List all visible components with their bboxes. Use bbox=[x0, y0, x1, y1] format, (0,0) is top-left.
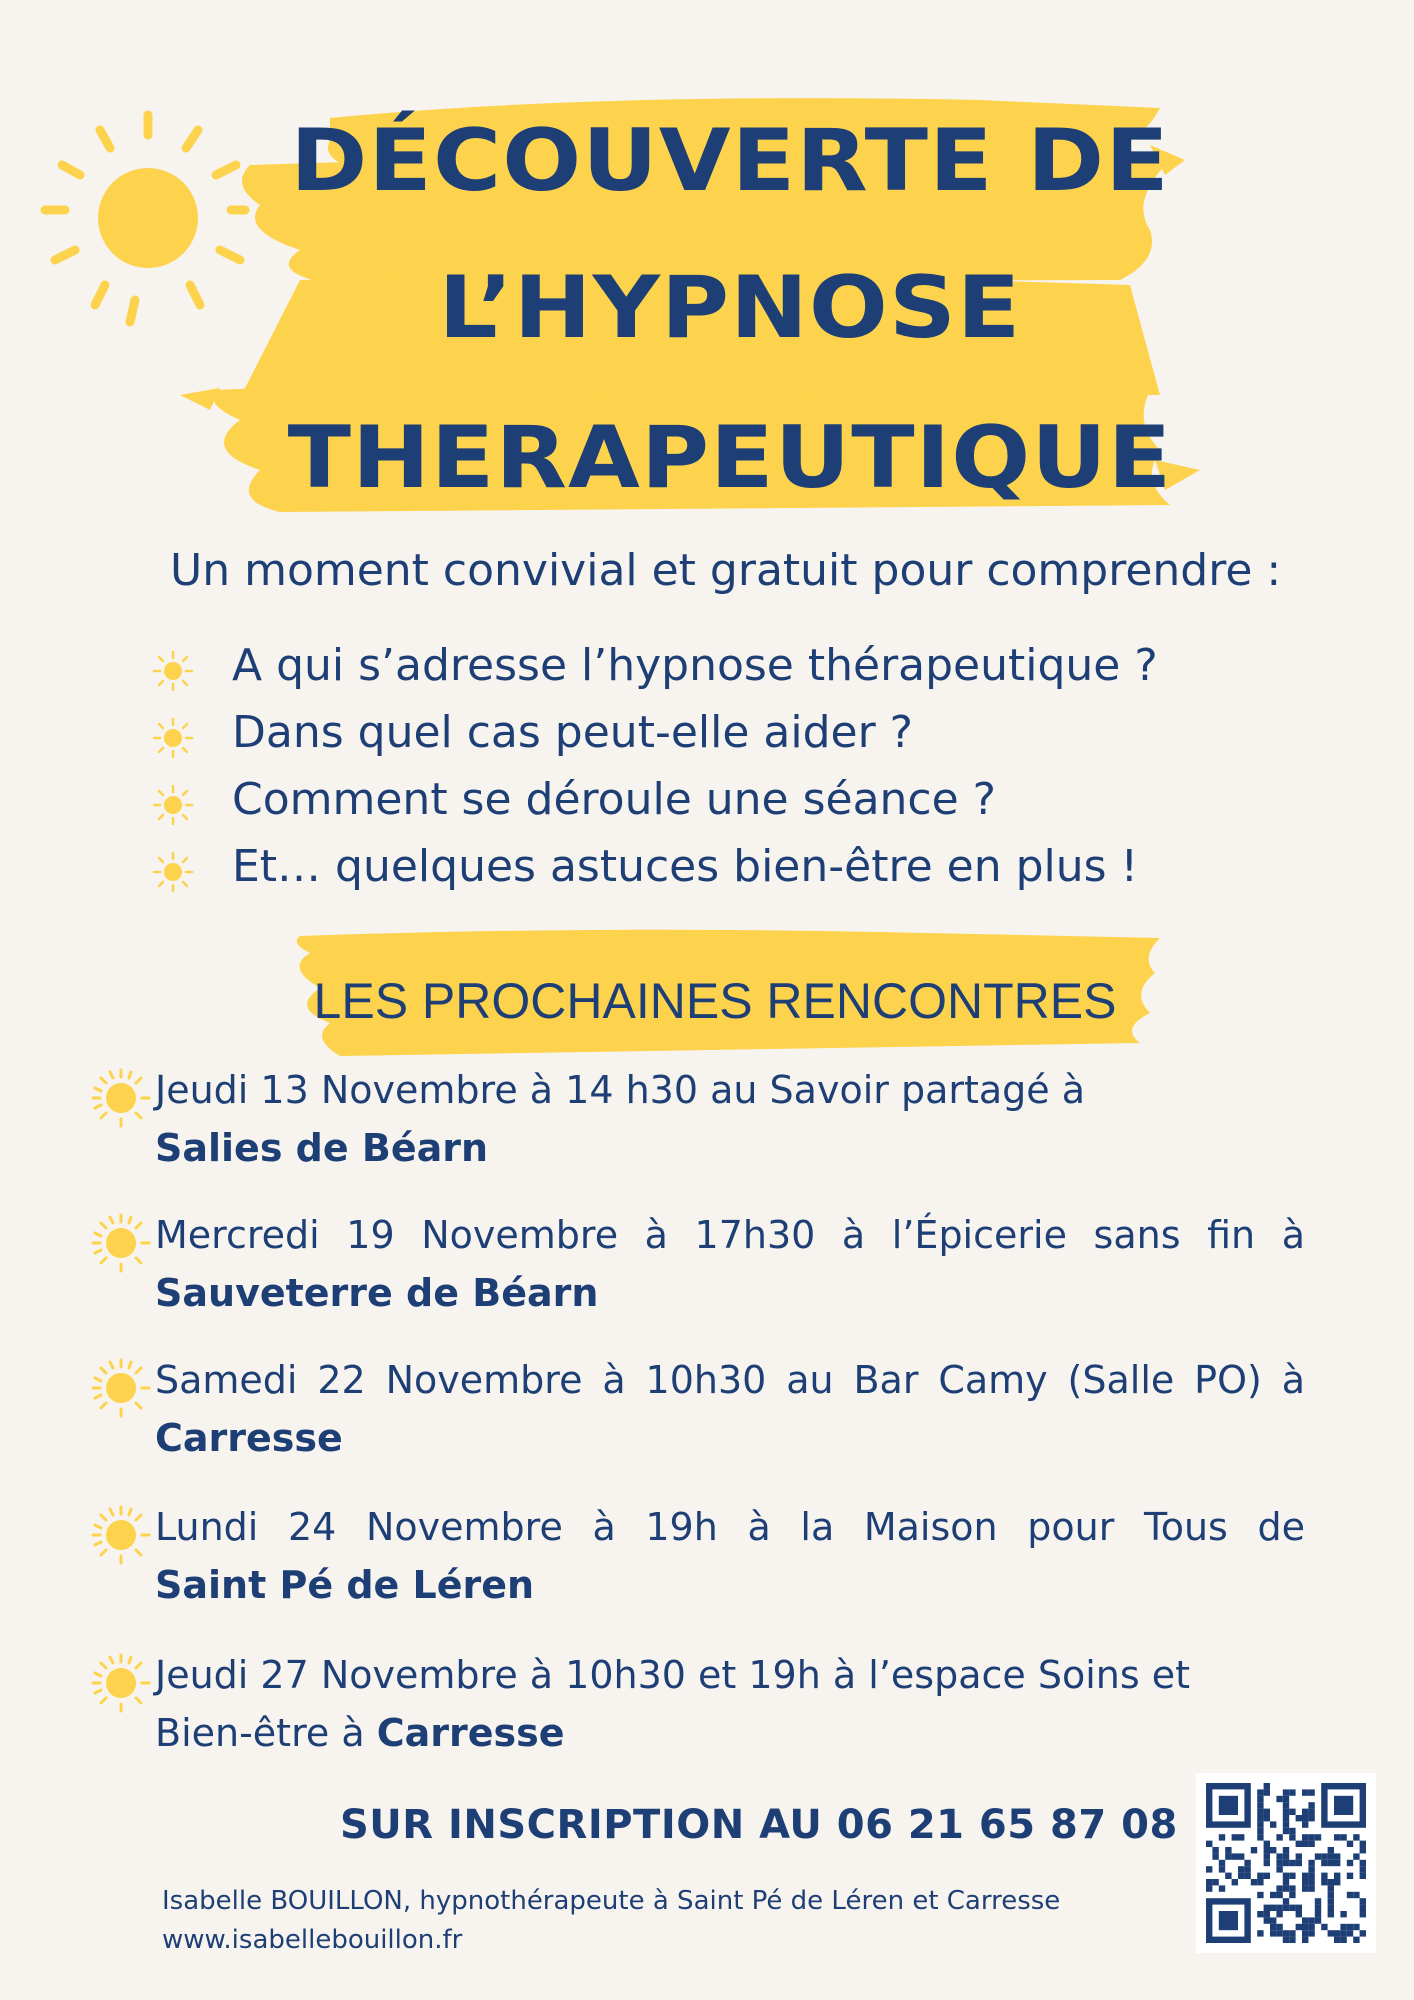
event-sun-icon bbox=[85, 1350, 155, 1420]
event-location-bold: Sauveterre de Béarn bbox=[155, 1271, 599, 1315]
event-sun-icon bbox=[85, 1205, 155, 1275]
qr-code-pattern bbox=[1196, 1773, 1376, 1953]
footer-website[interactable]: www.isabellebouillon.fr bbox=[162, 1925, 463, 1955]
bullet-item bbox=[150, 841, 1300, 901]
event-location bbox=[155, 1118, 488, 1178]
bullet-item bbox=[150, 640, 1300, 700]
event-sun-icon bbox=[85, 1645, 155, 1715]
event-location-prefix: Bien-être à bbox=[155, 1711, 377, 1755]
section-title: LES PROCHAINES RENCONTRES bbox=[313, 973, 1117, 1029]
bullet-item bbox=[150, 707, 1300, 767]
qr-code[interactable] bbox=[1196, 1773, 1376, 1953]
title-line-1: DÉCOUVERTE DE bbox=[290, 111, 1170, 211]
event-location bbox=[155, 1703, 565, 1763]
event-date-text: Samedi 22 Novembre à 10h30 au Bar Camy (Salle PO) à bbox=[155, 1358, 1305, 1402]
event-sun-icon bbox=[85, 1497, 155, 1567]
bullet-sun-icon bbox=[150, 648, 196, 694]
event-location-bold: Saint Pé de Léren bbox=[155, 1563, 535, 1607]
event-location bbox=[155, 1408, 343, 1468]
event-date-text: Jeudi 27 Novembre à 10h30 et 19h à l’espace Soins et bbox=[155, 1653, 1190, 1697]
event-location bbox=[155, 1263, 598, 1323]
event-date-text: Lundi 24 Novembre à 19h à la Maison pour Tous de bbox=[155, 1505, 1305, 1549]
bullet-sun-icon bbox=[150, 849, 196, 895]
event-sun-icon bbox=[85, 1060, 155, 1130]
bullet-text: Dans quel cas peut-elle aider ? bbox=[232, 707, 914, 758]
intro-text: Un moment convivial et gratuit pour comprendre : bbox=[170, 545, 1282, 596]
title-line-2: L’HYPNOSE bbox=[438, 258, 1022, 358]
bullet-item bbox=[150, 774, 1300, 834]
event-date-text: Jeudi 13 Novembre à 14 h30 au Savoir partagé à bbox=[155, 1068, 1086, 1112]
bullet-text: A qui s’adresse l’hypnose thérapeutique ? bbox=[232, 640, 1158, 691]
title-line-3: THERAPEUTIQUE bbox=[287, 408, 1173, 508]
bullet-sun-icon bbox=[150, 782, 196, 828]
event-date-text: Mercredi 19 Novembre à 17h30 à l’Épicerie sans fin à bbox=[155, 1213, 1305, 1257]
event-location-bold: Salies de Béarn bbox=[155, 1126, 489, 1170]
bullet-text: Et… quelques astuces bien-être en plus ! bbox=[232, 841, 1139, 892]
bullet-sun-icon bbox=[150, 715, 196, 761]
registration-phone: SUR INSCRIPTION AU 06 21 65 87 08 bbox=[340, 1802, 1178, 1848]
footer-author: Isabelle BOUILLON, hypnothérapeute à Saint Pé de Léren et Carresse bbox=[162, 1886, 1061, 1916]
event-location bbox=[155, 1555, 534, 1615]
bullet-text: Comment se déroule une séance ? bbox=[232, 774, 997, 825]
event-location-bold: Carresse bbox=[155, 1416, 343, 1460]
event-location-bold: Carresse bbox=[376, 1711, 565, 1755]
